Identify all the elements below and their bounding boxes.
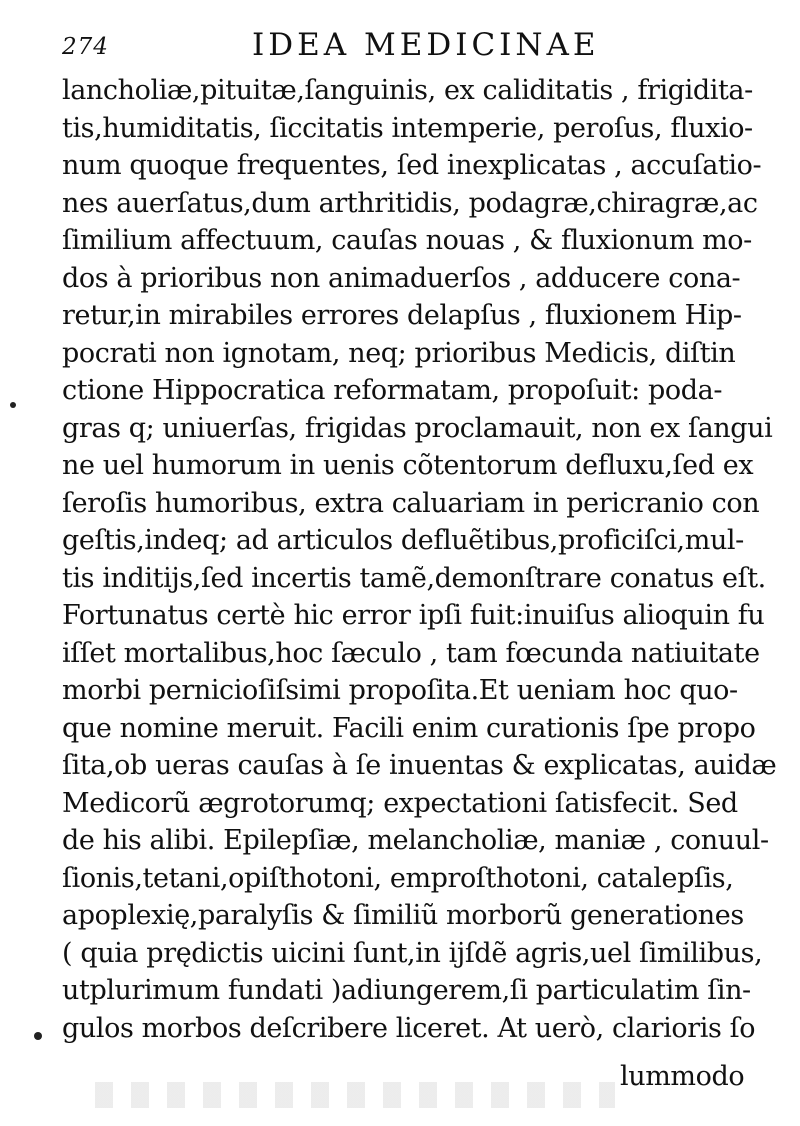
text-line: ſionis,tetani,opiſthotoni, emproſthotoni, catalepſis,	[62, 862, 734, 894]
text-line: gras q; uniuerſas, frigidas proclamauit, non ex ſangui	[62, 412, 773, 444]
text-line: utplurimum fundati )adiungerem,ſi particulatim ſin-	[62, 975, 751, 1006]
ink-speck	[10, 402, 16, 408]
text-line: ſimilium affectuum, cauſas nouas , & fluxionum mo-	[62, 225, 752, 256]
show-through-bleed	[95, 1082, 615, 1108]
text-line: morbi pernicioſiſsimi propoſita.Et ueniam hoc quo-	[62, 675, 738, 706]
text-line: que nomine meruit. Facili enim curationis ſpe propo	[62, 712, 756, 744]
catchword: lummodo	[620, 1061, 745, 1092]
text-line: ſita,ob ueras cauſas à ſe inuentas & explicatas, auidæ	[62, 750, 777, 781]
text-line: num quoque frequentes, ſed inexplicatas , accuſatio-	[62, 150, 762, 181]
running-head: IDEA MEDICINAE	[252, 27, 600, 63]
text-line: tis,humiditatis, ſiccitatis intemperie, peroſus, fluxio-	[62, 112, 753, 144]
text-line: Medicorũ ægrotorumq; expectationi ſatisfecit. Sed	[62, 787, 738, 819]
text-line: gulos morbos deſcribere liceret. At uerò, clarioris ſo	[62, 1012, 756, 1044]
text-line: ne uel humorum in uenis cõtentorum defluxu,ſed ex	[62, 450, 754, 481]
text-line: retur,in mirabiles errores delapſus , fluxionem Hip-	[62, 300, 742, 331]
text-line: ctione Hippocratica reformatam, propoſuit: poda-	[62, 375, 723, 406]
page-number: 274	[62, 34, 109, 60]
text-line: lancholiæ,pituitæ,ſanguinis, ex caliditatis , frigidita-	[62, 75, 753, 106]
ink-speck	[34, 1032, 42, 1040]
text-line: ( quia prędictis uicini ſunt,in ijſdẽ agris,uel ſimilibus,	[62, 937, 763, 969]
text-line: tis inditijs,ſed incertis tamẽ,demonſtrare conatus eſt.	[62, 562, 766, 594]
body-text	[62, 72, 777, 1047]
text-line: geſtis,indeq; ad articulos defluẽtibus,proficiſci,mul-	[62, 525, 744, 556]
page-header	[62, 24, 762, 66]
text-line: pocrati non ignotam, neq; prioribus Medicis, diſtin	[62, 337, 736, 369]
text-line: Fortunatus certè hic error ipſi fuit:inuiſus alioquin fu	[62, 600, 765, 631]
text-line: ſeroſis humoribus, extra caluariam in pericranio con	[62, 487, 760, 519]
text-line: iſſet mortalibus,hoc ſæculo , tam fœcunda natiuitate	[62, 637, 760, 669]
text-line: dos à prioribus non animaduerſos , adducere cona-	[62, 262, 741, 294]
text-line: apoplexię,paralyſis & ſimiliũ morborũ generationes	[62, 900, 744, 931]
text-line: de his alibi. Epilepſiæ, melancholiæ, maniæ , conuul-	[62, 825, 769, 856]
text-line: nes auerſatus,dum arthritidis, podagræ,chiragræ,ac	[62, 187, 758, 219]
